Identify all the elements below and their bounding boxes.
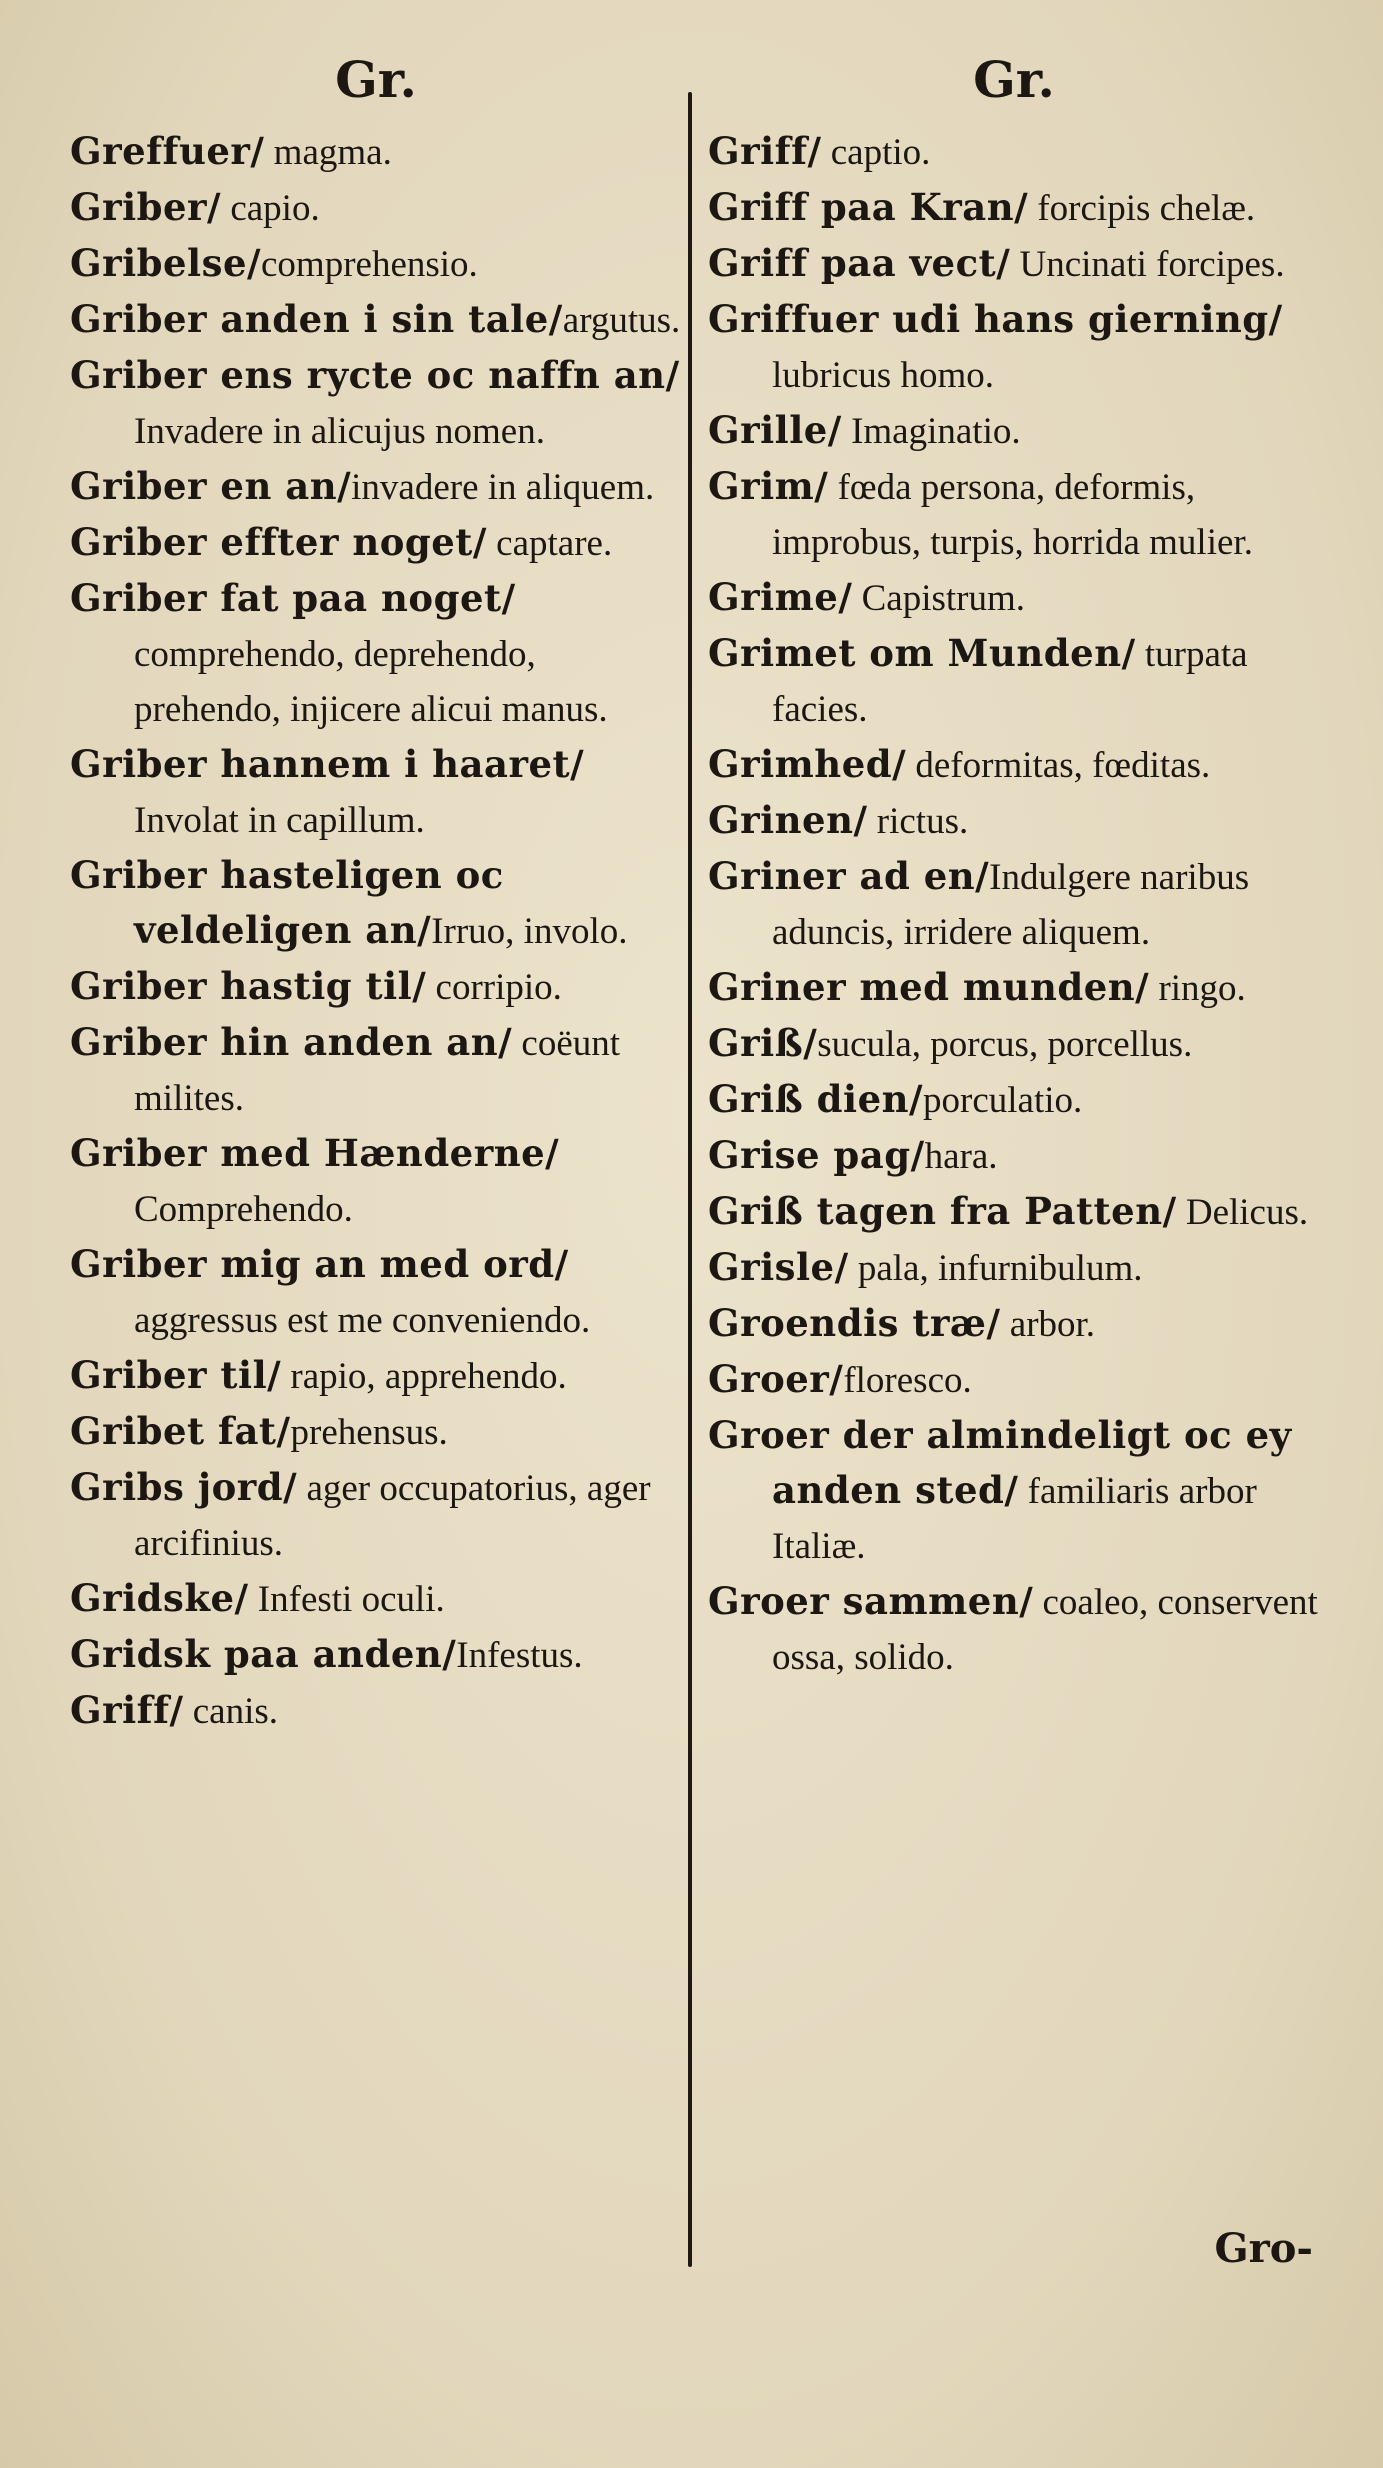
entry-latin-gloss: comprehendo, deprehendo, prehendo, injicere alicui manus.	[134, 634, 608, 730]
dictionary-entry	[70, 1571, 682, 1627]
dictionary-entry	[708, 236, 1320, 292]
entry-headword: Grise pag/	[708, 1133, 925, 1177]
entry-headword: Griber ens rycte oc naffn an/	[70, 353, 680, 397]
entry-headword: Gribs jord/	[70, 1465, 298, 1509]
entry-headword: Grinen/	[708, 798, 868, 842]
entry-headword: Groer der almindeligt oc ey anden sted/	[708, 1413, 1292, 1512]
dictionary-entry	[708, 626, 1320, 737]
entry-headword: Gridske/	[70, 1576, 249, 1620]
entry-latin-gloss: corripio.	[426, 967, 562, 1008]
entry-headword: Groer/	[708, 1357, 844, 1401]
entry-latin-gloss: arbor.	[1000, 1304, 1096, 1345]
entry-latin-gloss: captare.	[486, 523, 613, 564]
entry-headword: Grimet om Munden/	[708, 631, 1136, 675]
entry-latin-gloss: magma.	[264, 132, 392, 173]
entry-headword: Griber fat paa noget/	[70, 576, 516, 620]
entry-latin-gloss: fœda persona, deformis, improbus, turpis, horrida mulier.	[772, 467, 1253, 563]
left-running-head: Gr.	[335, 50, 417, 109]
dictionary-entry	[708, 1296, 1320, 1352]
entry-headword: Gribelse/	[70, 241, 261, 285]
entry-latin-gloss: sucula, porcus, porcellus.	[817, 1024, 1193, 1065]
entry-latin-gloss: porculatio.	[923, 1080, 1083, 1121]
entry-latin-gloss: Imaginatio.	[841, 411, 1021, 452]
left-entry-list	[70, 124, 682, 1739]
entry-latin-gloss: prehensus.	[290, 1412, 448, 1453]
entry-latin-gloss: Invadere in alicujus nomen.	[134, 411, 545, 452]
dictionary-entry	[70, 236, 682, 292]
dictionary-entry	[708, 403, 1320, 459]
column-divider	[688, 92, 692, 2267]
dictionary-entry	[70, 459, 682, 515]
entry-latin-gloss: coaleo, conservent ossa, solido.	[772, 1582, 1318, 1678]
catchword: Gro-	[1214, 2225, 1313, 2272]
dictionary-entry	[708, 1184, 1320, 1240]
dictionary-entry	[708, 1016, 1320, 1072]
entry-headword: Grille/	[708, 408, 842, 452]
entry-headword: Grime/	[708, 575, 853, 619]
entry-latin-gloss: rapio, apprehendo.	[281, 1356, 567, 1397]
entry-headword: Griß tagen fra Patten/	[708, 1189, 1177, 1233]
dictionary-entry	[708, 737, 1320, 793]
entry-latin-gloss: lubricus homo.	[772, 355, 994, 396]
entry-headword: Griber en an/	[70, 464, 352, 508]
entry-headword: Gridsk paa anden/	[70, 1632, 457, 1676]
entry-latin-gloss: Involat in capillum.	[134, 800, 425, 841]
entry-headword: Griber effter noget/	[70, 520, 487, 564]
dictionary-entry	[708, 793, 1320, 849]
entry-latin-gloss: Infesti oculi.	[248, 1579, 445, 1620]
entry-latin-gloss: invadere in aliquem.	[351, 467, 655, 508]
dictionary-entry	[708, 124, 1320, 180]
entry-headword: Griber/	[70, 185, 222, 229]
dictionary-entry	[708, 292, 1320, 403]
dictionary-entry	[70, 848, 682, 959]
entry-headword: Griff paa vect/	[708, 241, 1011, 285]
entry-headword: Griff/	[70, 1688, 184, 1732]
entry-headword: Griß/	[708, 1021, 818, 1065]
entry-headword: Griner med munden/	[708, 965, 1150, 1009]
left-column	[70, 40, 682, 1739]
dictionary-entry	[708, 1240, 1320, 1296]
entry-headword: Griber til/	[70, 1353, 282, 1397]
entry-headword: Griber hastig til/	[70, 964, 427, 1008]
dictionary-entry	[70, 959, 682, 1015]
entry-latin-gloss: rictus.	[867, 801, 969, 842]
entry-headword: Griber anden i sin tale/	[70, 297, 563, 341]
entry-latin-gloss: Indulgere naribus aduncis, irridere aliquem.	[772, 857, 1250, 953]
dictionary-entry	[70, 1126, 682, 1237]
dictionary-entry	[70, 1460, 682, 1571]
entry-latin-gloss: coëunt milites.	[134, 1023, 621, 1119]
entry-headword: Griber hannem i haaret/	[70, 742, 585, 786]
dictionary-entry	[70, 737, 682, 848]
entry-latin-gloss: deformitas, fœditas.	[906, 745, 1211, 786]
dictionary-entry	[708, 1574, 1320, 1685]
entry-headword: Griß dien/	[708, 1077, 924, 1121]
right-column	[708, 40, 1320, 1685]
dictionary-entry	[70, 292, 682, 348]
entry-latin-gloss: Irruo, involo.	[431, 911, 628, 952]
dictionary-entry	[708, 1408, 1320, 1574]
dictionary-entry	[708, 849, 1320, 960]
entry-latin-gloss: capio.	[221, 188, 320, 229]
dictionary-entry	[70, 348, 682, 459]
entry-latin-gloss: familiaris arbor Italiæ.	[772, 1471, 1257, 1567]
dictionary-entry	[70, 1627, 682, 1683]
entry-latin-gloss: comprehensio.	[261, 244, 478, 285]
dictionary-entry	[708, 570, 1320, 626]
entry-headword: Griff/	[708, 129, 822, 173]
entry-headword: Griber hasteligen oc veldeligen an/	[70, 853, 504, 952]
entry-headword: Griber mig an med ord/	[70, 1242, 569, 1286]
entry-headword: Grim/	[708, 464, 829, 508]
entry-headword: Grisle/	[708, 1245, 849, 1289]
entry-latin-gloss: forcipis chelæ.	[1028, 188, 1256, 229]
dictionary-entry	[70, 1683, 682, 1739]
entry-latin-gloss: Capistrum.	[852, 578, 1026, 619]
entry-latin-gloss: Infestus.	[456, 1635, 583, 1676]
entry-latin-gloss: captio.	[821, 132, 931, 173]
entry-latin-gloss: canis.	[183, 1691, 279, 1732]
entry-latin-gloss: hara.	[924, 1136, 998, 1177]
entry-latin-gloss: ringo.	[1149, 968, 1246, 1009]
dictionary-entry	[70, 1404, 682, 1460]
entry-headword: Griner ad en/	[708, 854, 990, 898]
dictionary-entry	[70, 515, 682, 571]
entry-latin-gloss: turpata facies.	[772, 634, 1248, 730]
entry-latin-gloss: Comprehendo.	[134, 1189, 353, 1230]
dictionary-entry	[70, 1348, 682, 1404]
dictionary-entry	[708, 1128, 1320, 1184]
right-running-head: Gr.	[973, 50, 1055, 109]
entry-latin-gloss: ager occupatorius, ager arcifinius.	[134, 1468, 651, 1564]
dictionary-entry	[708, 459, 1320, 570]
entry-latin-gloss: pala, infurnibulum.	[848, 1248, 1143, 1289]
dictionary-entry	[708, 960, 1320, 1016]
entry-headword: Griffuer udi hans gierning/	[708, 297, 1283, 341]
entry-headword: Griber hin anden an/	[70, 1020, 513, 1064]
dictionary-entry	[70, 180, 682, 236]
entry-headword: Greffuer/	[70, 129, 265, 173]
entry-latin-gloss: Uncinati forcipes.	[1010, 244, 1285, 285]
entry-headword: Gribet fat/	[70, 1409, 291, 1453]
entry-headword: Griff paa Kran/	[708, 185, 1029, 229]
dictionary-entry	[70, 1237, 682, 1348]
entry-latin-gloss: argutus.	[562, 300, 681, 341]
dictionary-entry	[70, 124, 682, 180]
entry-latin-gloss: aggressus est me conveniendo.	[134, 1300, 591, 1341]
entry-latin-gloss: Delicus.	[1176, 1192, 1309, 1233]
entry-headword: Griber med Hænderne/	[70, 1131, 560, 1175]
entry-latin-gloss: floresco.	[843, 1360, 972, 1401]
dictionary-entry	[70, 571, 682, 737]
dictionary-entry	[708, 180, 1320, 236]
entry-headword: Groendis træ/	[708, 1301, 1001, 1345]
right-entry-list	[708, 124, 1320, 1685]
entry-headword: Groer sammen/	[708, 1579, 1034, 1623]
dictionary-entry	[708, 1072, 1320, 1128]
dictionary-entry	[70, 1015, 682, 1126]
dictionary-entry	[708, 1352, 1320, 1408]
entry-headword: Grimhed/	[708, 742, 907, 786]
